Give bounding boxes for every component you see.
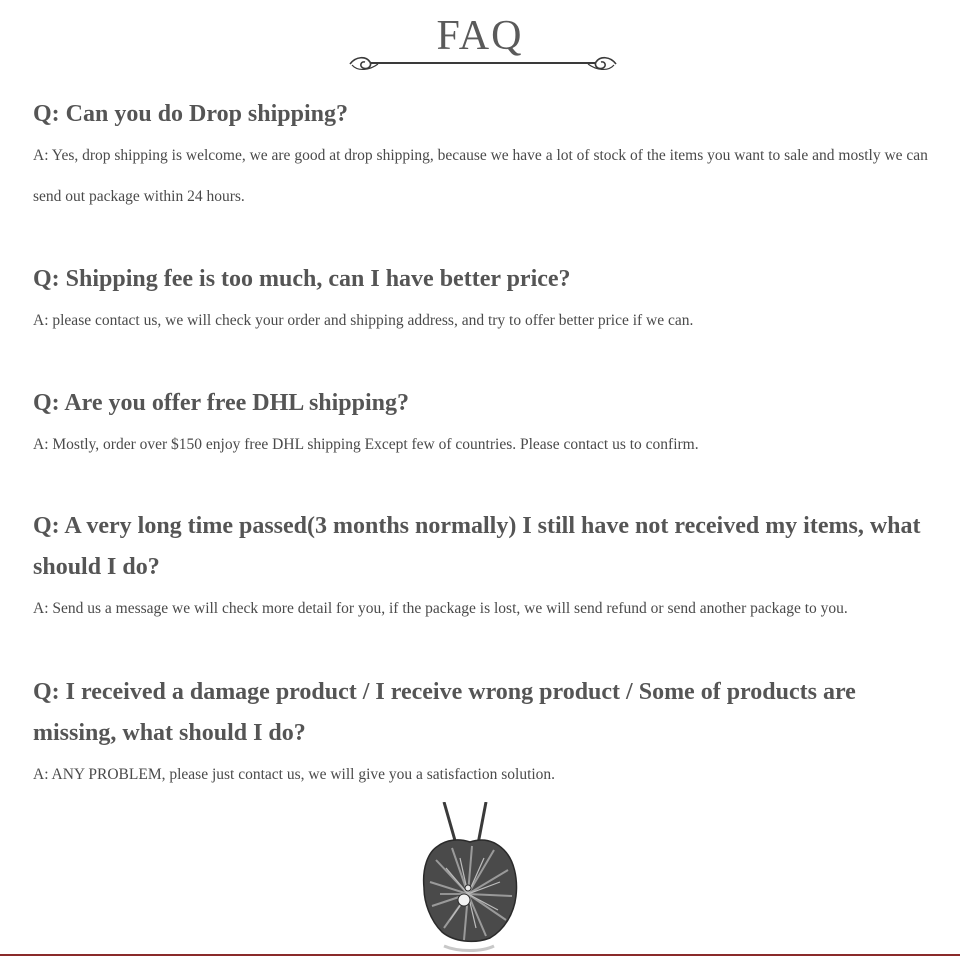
- faq-question: Q: Are you offer free DHL shipping?: [33, 390, 410, 416]
- faq-answer: A: Mostly, order over $150 enjoy free DHL shipping Except few of countries. Please contact us to confirm.: [33, 436, 699, 453]
- ornamental-divider-icon: [348, 52, 618, 74]
- faq-answer: A: Send us a message we will check more detail for you, if the package is lost, we will send refund or send another package to you.: [33, 600, 848, 617]
- faq-question: Q: Shipping fee is too much, can I have better price?: [33, 266, 571, 292]
- faq-question: Q: A very long time passed(3 months normally) I still have not received my items, what should I do?: [33, 513, 921, 580]
- page-title: FAQ: [436, 13, 524, 59]
- faq-item: [33, 259, 933, 341]
- faq-question: Q: Can you do Drop shipping?: [33, 101, 348, 127]
- faq-answer: A: ANY PROBLEM, please just contact us, we will give you a satisfaction solution.: [33, 766, 556, 783]
- pendant-necklace-icon: [418, 802, 528, 954]
- faq-item: [33, 672, 933, 795]
- faq-answer: A: please contact us, we will check your order and shipping address, and try to offer better price if we can.: [33, 312, 694, 329]
- faq-answer: A: Yes, drop shipping is welcome, we are good at drop shipping, because we have a lot of stock of the items you want to sale and mostly we can send out package within 24 hours.: [33, 147, 928, 205]
- faq-item: [33, 94, 933, 217]
- faq-item: [33, 383, 933, 465]
- faq-question: Q: I received a damage product / I receive wrong product / Some of products are missing, what should I do?: [33, 679, 856, 746]
- faq-item: [33, 506, 933, 629]
